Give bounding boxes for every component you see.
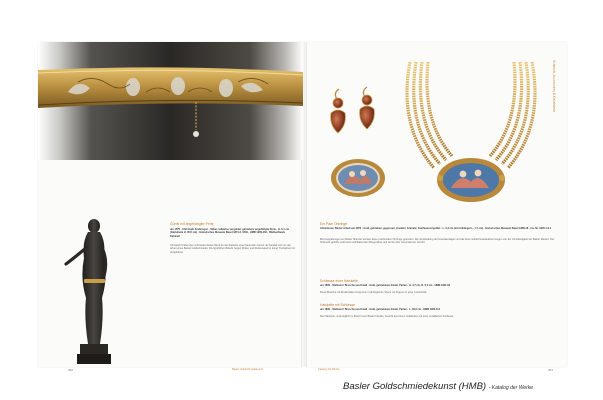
earrings-text: Bei Ausgrabungen am Basler Münster wurden diese prachtvollen Ohrringe gefunden. Die Verarbeitung der Granateinlagen und die feine Goldschmiedearbeit zeugen von der Kunstfertigkeit der Basler Meister. Der Schmuck gehörte wohl einer wohlhabenden Bürgersfrau und wurde über Generationen vererbt. — [320, 238, 555, 245]
caption-subtitle: - Katalog der Werke — [488, 385, 534, 391]
brooch-title: Schliesse einer Halskette — [320, 279, 359, 283]
enamel-brooch-photo — [330, 158, 386, 198]
left-folio: 350 — [68, 368, 74, 372]
brooch-meta: um 1830 · Sitzbend / Brosche aus Email · Gold, getriebenes Email, Perlen · H. 4,7 cm, B. 5,5 cm · HMB 1901.63 — [320, 284, 451, 287]
necklace-title: Halskette mit Schliesse — [320, 303, 356, 307]
caption-title: Basler Goldschmiedekunst (HMB) — [343, 381, 487, 392]
belt-photo — [38, 42, 303, 160]
belt-title: Gürtel mit angehängter Perle — [170, 222, 214, 226]
earrings-photo — [325, 85, 385, 140]
right-folio: 351 — [548, 368, 554, 372]
belt-meta: um 1570 · Christoph Krafenspor · Silber, teilweise vergoldet, getrieben; angehängte Perle · H. 5,1 cm (Gürtelteile H. 35,5 cm) · Historisches Museum Basel 1871.3. 1549 · HMB 1905.262 · Bildnachweis Kabinett — [170, 228, 290, 238]
gold-chain-necklace-photo — [396, 56, 546, 208]
right-vertical-section-label: Schmuck, Accessoires & Kleinkünste — [552, 60, 556, 113]
venus-statuette — [62, 218, 122, 366]
image-caption — [343, 381, 603, 392]
belt-text: Christoph Krafenspor schmiedet dieses Werk für die Statuette einer badenden Venus. Es handelt sich um die Arbeit eines Basler Goldschmieds. Die figürlichen Reliefs zeigen Putten und Rankenwerk in feiner Treibarbeit mit Vergoldung. — [170, 244, 295, 254]
brooch-text: Diese Brosche mit Emailmalerei zeigt eine mythologische Szene mit Figuren in einer Landschaft. — [320, 291, 427, 294]
earrings-title: Ein Paar Ohrringe — [320, 222, 348, 226]
earrings-meta: Ankerkreuz, Basler Arbeit um 1870 · Gold, getrieben, gegossen, ziseliert, Granate; Feinfeuervergoldet · L. 6,2 cm (mit Anhänger L. 1,7 cm) · Historisches Museum Basel 1889.18 · Inv. Nr. 1905.1.9.1 — [320, 227, 552, 230]
right-running-title: Katalog der Werke — [318, 368, 340, 371]
necklace-text: Die Halskette, ursprünglich im Besitz einer Basler Familie, besteht aus feinen Goldketten mit einer emaillierten Schliesse. — [320, 315, 454, 318]
left-running-title: Basler Goldschmiedekunst — [232, 368, 263, 371]
necklace-meta: um 1830 · Sitzbend / Brosche aus Email · Gold, getriebenes Email, Perlen · L. 46,0 cm · HMB 1920.114 — [320, 308, 441, 311]
